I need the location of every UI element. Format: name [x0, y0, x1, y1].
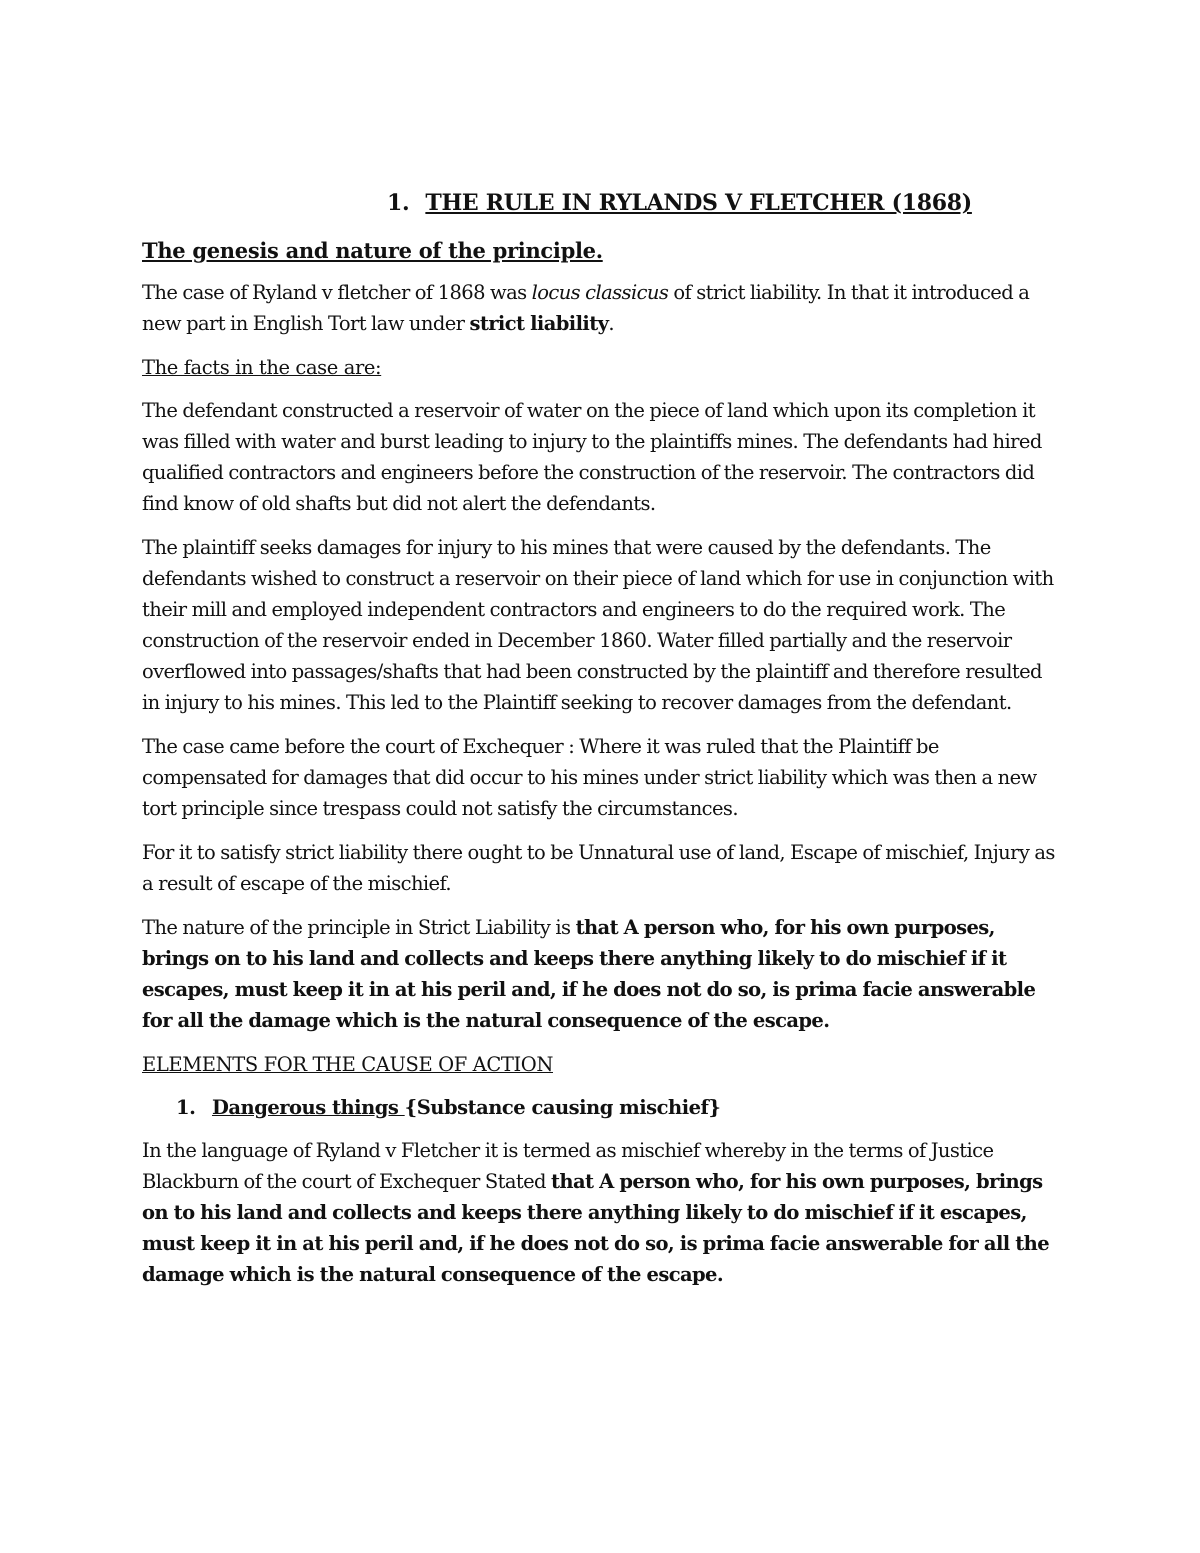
intro-text-1: The case of Ryland v fletcher of 1868 was [142, 281, 532, 304]
intro-paragraph [142, 277, 1062, 339]
element-underlined-label: Dangerous things [212, 1096, 405, 1119]
intro-text-2: of strict liability. In that it introduced a new part in English Tort law under [142, 281, 1030, 335]
facts-paragraph-1: The defendant constructed a reservoir of water on the piece of land which upon its completion it was filled with water and burst leading to injury to the plaintiffs mines. The defendants had hired qualified contractors and engineers before the construction of the reservoir. The contractors did find know of old shafts but did not alert the defendants. [142, 399, 1042, 515]
document-page [142, 190, 1062, 1303]
title-text: THE RULE IN RYLANDS V FLETCHER (1868) [425, 190, 972, 216]
document-title [387, 190, 1062, 216]
court-paragraph: The case came before the court of Exchequer : Where it was ruled that the Plaintiff be compensated for damages that did occur to his mines under strict liability which was then a new tort principle since trespass could not satisfy the circumstances. [142, 735, 1037, 820]
intro-text-3: . [608, 312, 614, 335]
language-lead-text: In the language of Ryland v Fletcher it is termed as mischief whereby in the terms of Justice Blackburn of the court of Exchequer Stated [142, 1139, 994, 1193]
nature-bold-text: that A person who, for his own purposes, brings on to his land and collects and keeps there anything likely to do mischief if it escapes, must keep it in at his peril and, if he does not do so, is prima facie answerable for all the damage which is the natural consequence of the escape. [142, 916, 1036, 1032]
elements-heading: ELEMENTS FOR THE CAUSE OF ACTION [142, 1053, 553, 1076]
element-rest-label: {Substance causing mischief} [404, 1096, 721, 1119]
intro-bold-term: strict liability [469, 312, 609, 335]
nature-paragraph [142, 912, 1062, 1036]
element-number: 1. [176, 1096, 196, 1119]
element-list-item-1 [176, 1092, 1062, 1123]
genesis-heading: The genesis and nature of the principle. [142, 238, 603, 263]
nature-lead-text: The nature of the principle in Strict Liability is [142, 916, 576, 939]
title-number: 1. [387, 190, 410, 216]
facts-heading: The facts in the case are: [142, 356, 382, 379]
intro-italic-term: locus classicus [531, 281, 669, 304]
facts-paragraph-2: The plaintiff seeks damages for injury to his mines that were caused by the defendants. The defendants wished to construct a reservoir on their piece of land which for use in conjunction with their mill and employed independent contractors and engineers to do the required work. The construction of the reservoir ended in December 1860. Water filled partially and the reservoir overflowed into passages/shafts that had been constructed by the plaintiff and therefore resulted in injury to his mines. This led to the Plaintiff seeking to recover damages from the defendant. [142, 536, 1054, 714]
language-bold-text: that A person who, for his own purposes, brings on to his land and collects and keeps there anything likely to do mischief if it escapes, must keep it in at his peril and, if he does not do so, is prima facie answerable for all the damage which is the natural consequence of the escape. [142, 1170, 1050, 1286]
language-paragraph [142, 1135, 1062, 1290]
satisfy-paragraph: For it to satisfy strict liability there ought to be Unnatural use of land, Escape of mischief, Injury as a result of escape of the mischief. [142, 841, 1055, 895]
